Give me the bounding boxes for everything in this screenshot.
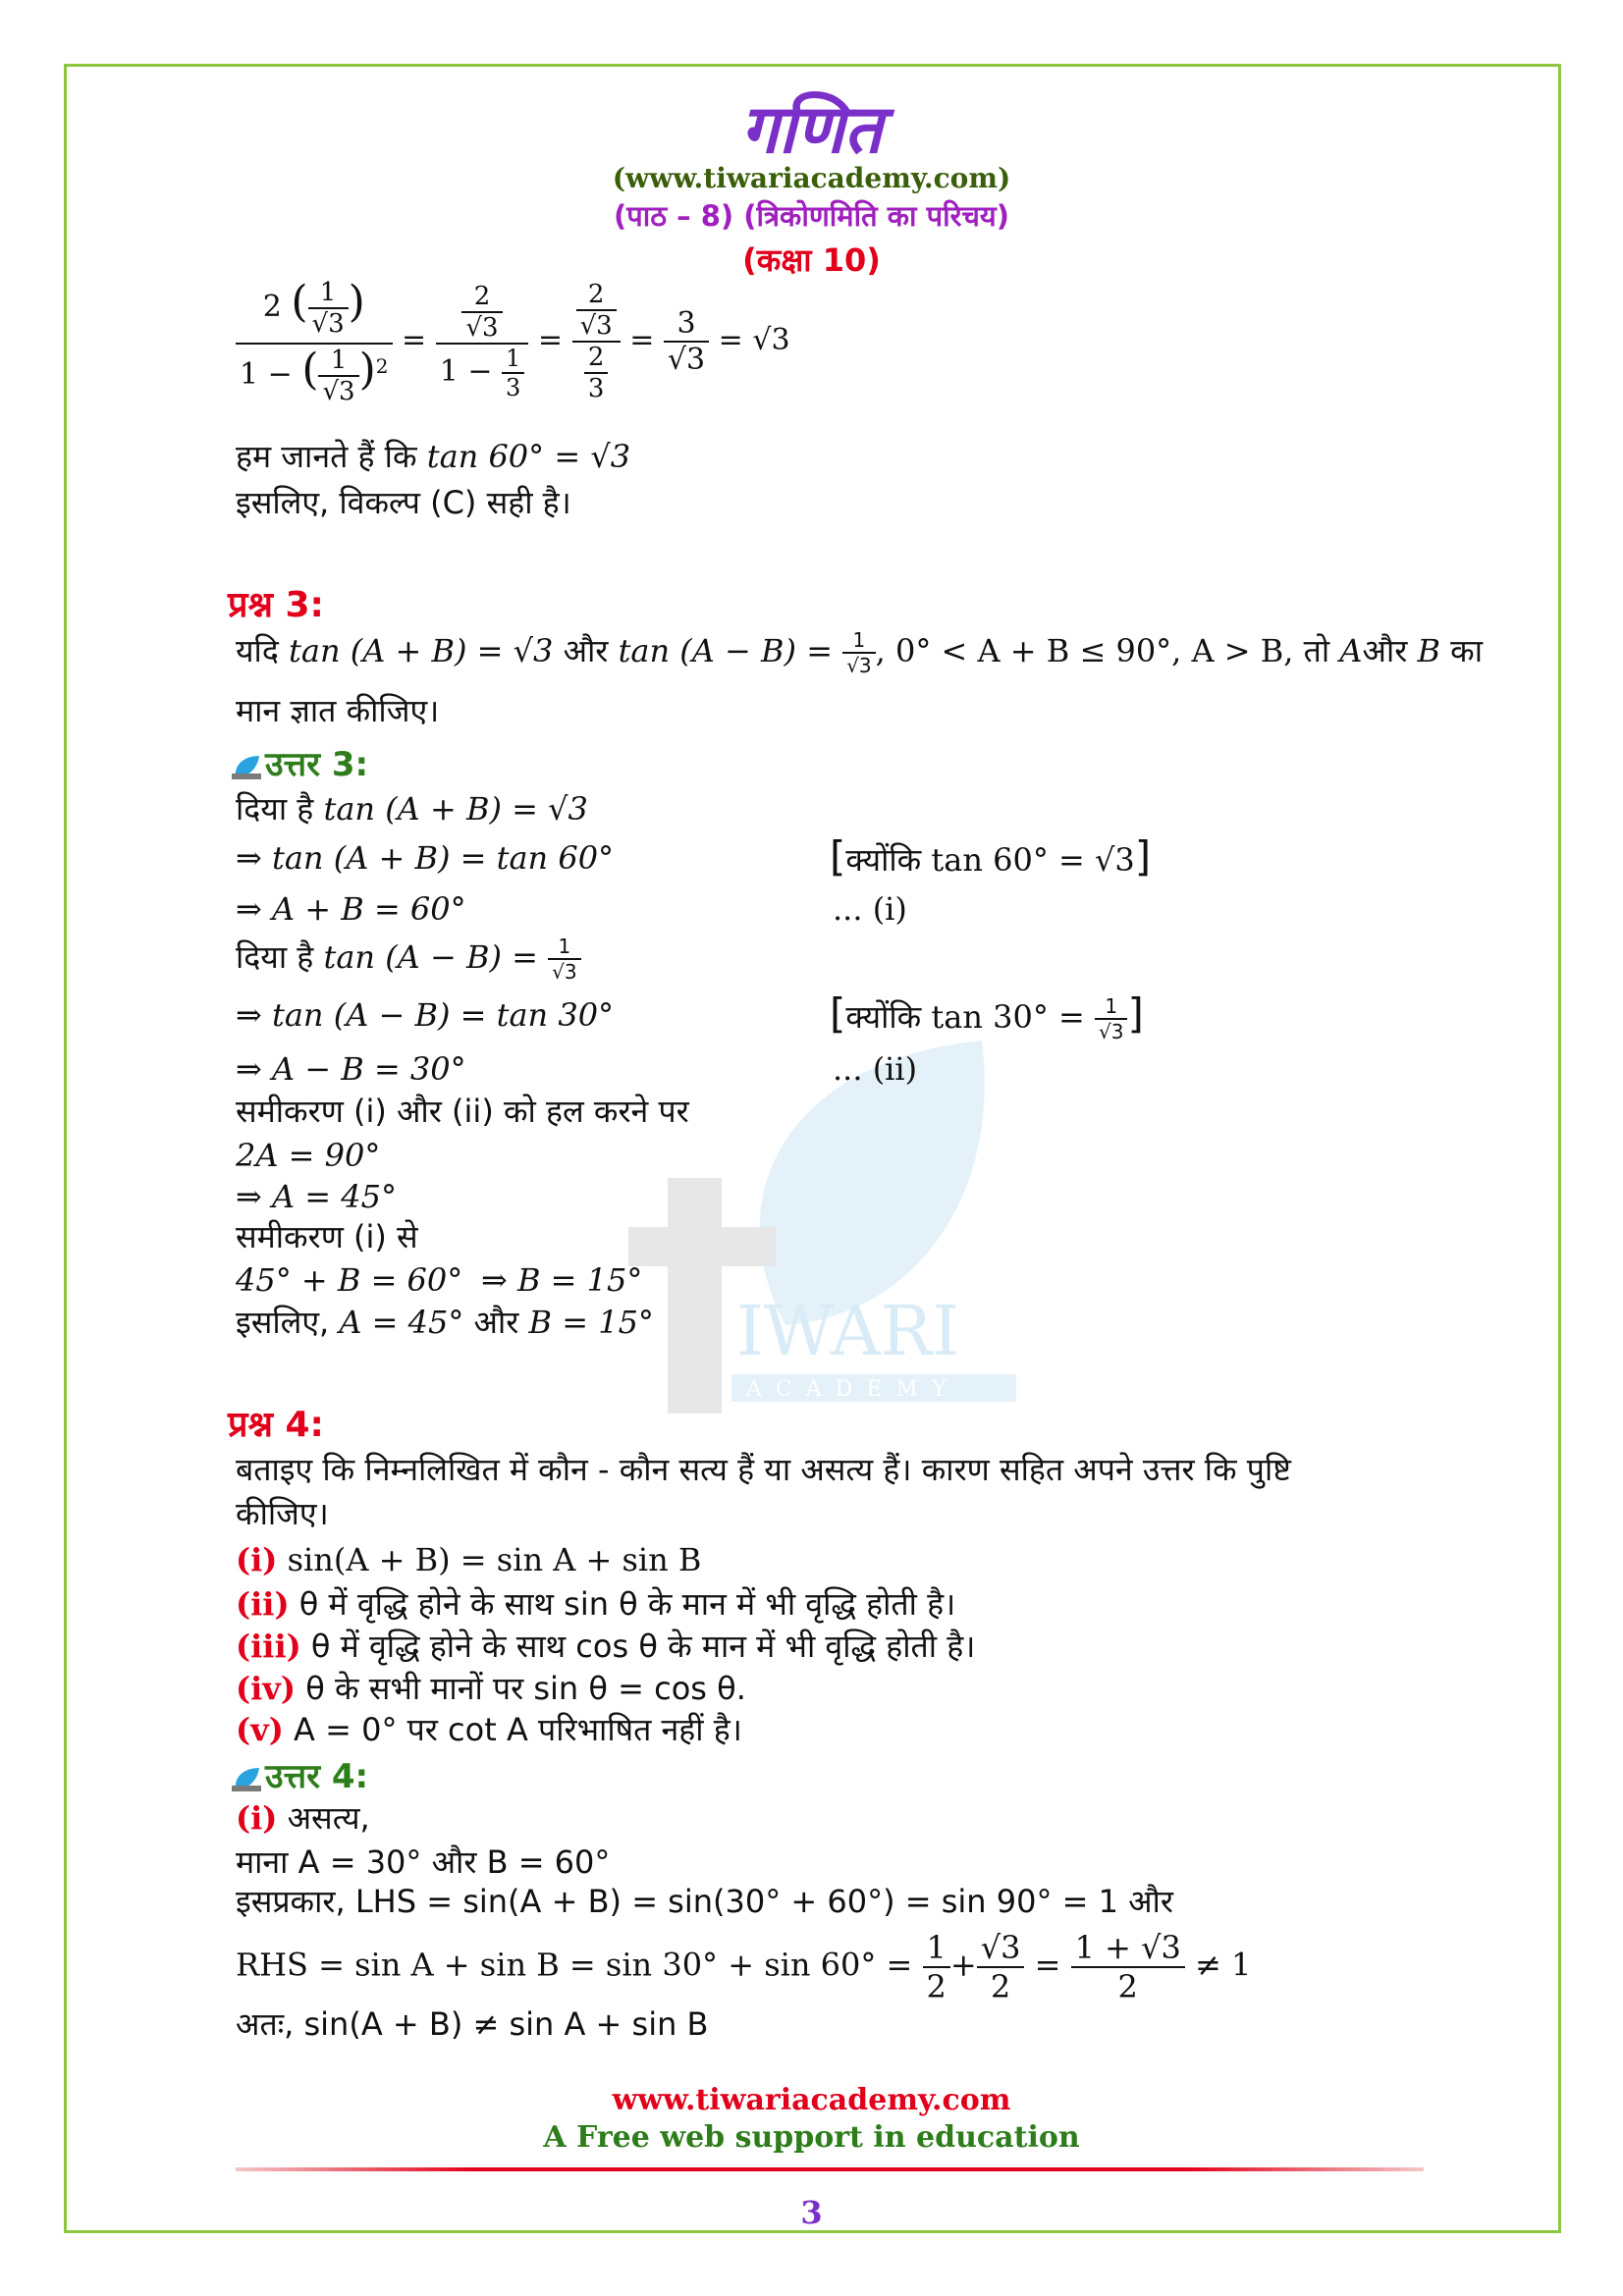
question-3-heading: प्रश्न 3:	[228, 585, 324, 625]
a3-line-11b: ⇒ B = 15°	[481, 1261, 643, 1299]
q4-item-1: (i) sin(A + B) = sin A + sin B	[236, 1541, 702, 1578]
a3-note-2: [क्योंकि tan 30° = $\frac{1}{√3}$ ]	[830, 989, 1144, 1043]
conclusion-line: इसलिए, विकल्प (C) सही है।	[236, 484, 571, 521]
t-stem	[668, 1178, 722, 1414]
question-3-line-2: मान ज्ञात कीजिए।	[236, 692, 440, 729]
frac-2: $\frac{2}{√3}$ 1 − $\frac{1}{3}$	[436, 282, 529, 401]
watermark-brand: IWARI	[736, 1291, 960, 1371]
a3-line-11a: 45° + B = 60°	[236, 1261, 463, 1299]
top-calculation: 2 ( $\frac{1}{√3}$ ) 1 − ( $\frac{1}{√3}$ )$^2$ = $\frac{2}{√3}$ 1 − $\frac{1}{3}$ = $\frac{\frac{2}{√3}}{\frac{2}{3}}$ = $\frac{3}{√3}$ = √3	[236, 277, 790, 406]
a4-line-4: RHS = sin A + sin B = sin 30° + sin 60° = $\frac{1}{2}$ + $\frac{√3}{2}$ = $\frac{1 + √3}{2}$ ≠ 1	[236, 1929, 1252, 2005]
watermark-sub: ACADEMY	[746, 1377, 960, 1402]
a3-note-1: [क्योंकि tan 60° = √3]	[830, 832, 1152, 881]
leaf-icon	[232, 1766, 261, 1791]
tiwari-watermark-logo	[628, 1001, 1021, 1414]
chapter-label: (पाठ – 8) (त्रिकोणमिति का परिचय)	[613, 199, 1010, 233]
q4-item-4: (iv) θ के सभी मानों पर sin θ = cos θ.	[236, 1670, 746, 1707]
a3-line-9: ⇒ A = 45°	[236, 1178, 397, 1215]
page-number: 3	[800, 2194, 823, 2231]
a3-line-2: ⇒ tan (A + B) = tan 60°	[236, 839, 615, 877]
a4-line-5: अतः, sin(A + B) ≠ sin A + sin B	[236, 2005, 709, 2043]
known-line: हम जानते हैं कि tan 60° = √3	[236, 438, 631, 475]
footer-tagline: A Free web support in education	[543, 2120, 1080, 2155]
frac-1: 2 ( $\frac{1}{√3}$ ) 1 − ( $\frac{1}{√3}$ )$^2$	[236, 277, 393, 406]
a3-line-12: इसलिए, A = 45° और B = 15°	[236, 1304, 654, 1341]
site-url[interactable]: (www.tiwariacademy.com)	[612, 162, 1011, 194]
a3-line-6: ⇒ A − B = 30°	[236, 1050, 466, 1088]
a3-line-3: ⇒ A + B = 60°	[236, 890, 466, 928]
q4-item-3: (iii) θ में वृद्धि होने के साथ cos θ के मान में भी वृद्धि होती है।	[236, 1628, 976, 1665]
a3-ref-2: ... (ii)	[833, 1050, 918, 1088]
question-3-line-1: यदि tan (A + B) = √3 और tan (A − B) = $\frac{1}{√3}$ , 0° < A + B ≤ 90°, A > B, तो Aऔर B का	[236, 628, 1484, 677]
a4-line-3: इसप्रकार, LHS = sin(A + B) = sin(30° + 60°) = sin 90° = 1 और	[236, 1883, 1173, 1920]
answer-3-heading: उत्तर 3:	[232, 740, 368, 785]
a3-line-5: ⇒ tan (A − B) = tan 30°	[236, 996, 615, 1034]
t-bar	[628, 1227, 776, 1266]
a3-line-8: 2A = 90°	[236, 1137, 381, 1174]
a4-line-1: (i) असत्य,	[236, 1799, 370, 1837]
a3-line-4: दिया है tan (A − B) = $\frac{1}{√3}$	[236, 934, 581, 984]
a3-line-7: समीकरण (i) और (ii) को हल करने पर	[236, 1093, 689, 1130]
q4-item-5: (v) A = 0° पर cot A परिभाषित नहीं है।	[236, 1711, 742, 1748]
frac-3: $\frac{\frac{2}{√3}}{\frac{2}{3}}$	[572, 280, 621, 403]
footer-divider	[236, 2167, 1424, 2171]
question-4-line-2: कीजिए।	[236, 1495, 329, 1532]
a3-line-10: समीकरण (i) से	[236, 1218, 418, 1255]
leaf-icon	[232, 754, 261, 779]
question-4-heading: प्रश्न 4:	[228, 1405, 324, 1445]
a3-ref-1: ... (i)	[833, 890, 907, 928]
a4-line-2: माना A = 30° और B = 60°	[236, 1843, 611, 1881]
q4-item-2: (ii) θ में वृद्धि होने के साथ sin θ के मान में भी वृद्धि होती है।	[236, 1585, 956, 1623]
question-4-line-1: बताइए कि निम्नलिखित में कौन - कौन सत्य हैं या असत्य हैं। कारण सहित अपने उत्तर कि पुष्टि	[236, 1451, 1291, 1488]
a3-line-1: दिया है tan (A + B) = √3	[236, 790, 588, 828]
page-title: गणित	[740, 91, 883, 169]
footer-link[interactable]: www.tiwariacademy.com	[612, 2083, 1011, 2117]
class-label: (कक्षा 10)	[742, 241, 881, 279]
answer-4-heading: उत्तर 4:	[232, 1752, 368, 1797]
frac-4: $\frac{3}{√3}$	[664, 306, 709, 377]
